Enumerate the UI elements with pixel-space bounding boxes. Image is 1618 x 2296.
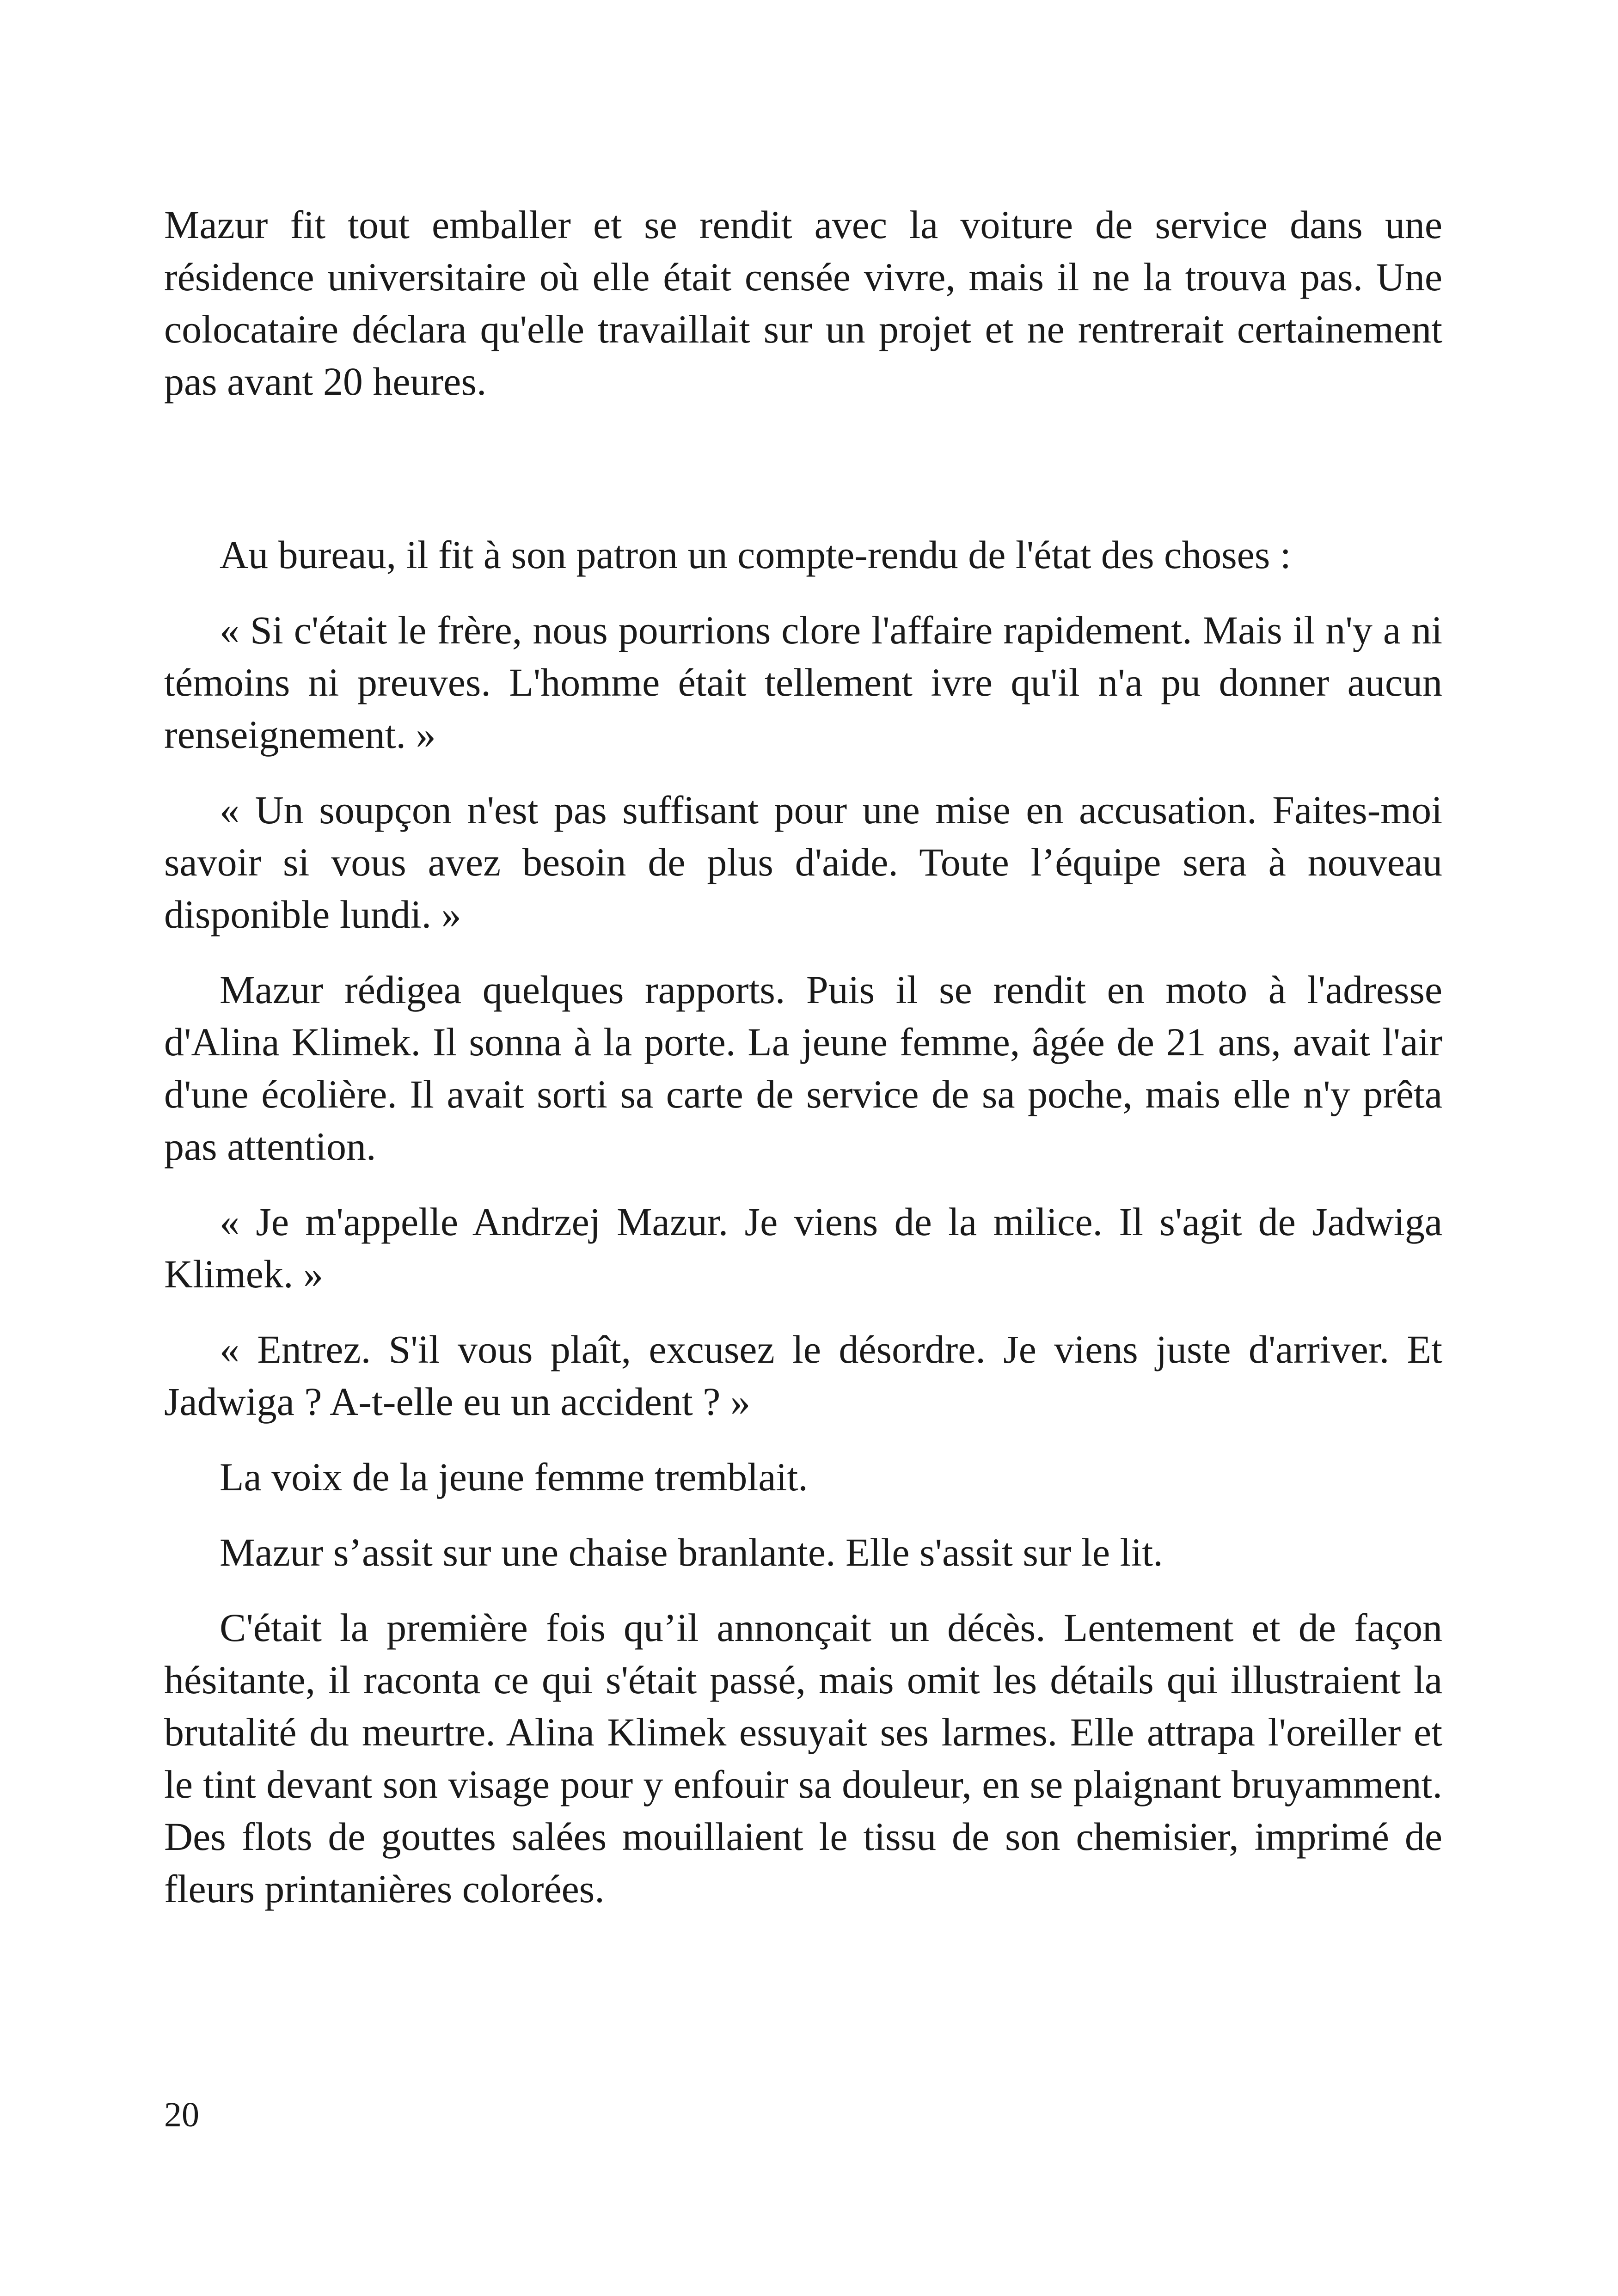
paragraph-1: Mazur fit tout emballer et se rendit avec la voiture de service dans une résidence universitaire où elle était censée vivre, mais il ne la trouva pas. Une colocataire déclara qu'elle travaillait sur un projet et ne rentrerait certainement pas avant 20 heures.: [164, 202, 1442, 404]
page-body: [164, 199, 1442, 1938]
paragraph-9: Mazur s’assit sur une chaise branlante. Elle s'assit sur le lit.: [220, 1530, 1163, 1574]
paragraph-7: « Entrez. S'il vous plaît, excusez le désordre. Je viens juste d'arriver. Et Jadwiga ? A-t-elle eu un accident ? »: [164, 1327, 1442, 1424]
paragraph-8: La voix de la jeune femme tremblait.: [220, 1455, 808, 1499]
paragraph-6: « Je m'appelle Andrzej Mazur. Je viens de la milice. Il s'agit de Jadwiga Klimek. »: [164, 1200, 1442, 1296]
paragraph-10: C'était la première fois qu’il annonçait un décès. Lentement et de façon hésitante, il raconta ce qui s'était passé, mais omit les détails qui illustraient la brutalité du meurtre. Alina Klimek essuyait ses larmes. Elle attrapa l'oreiller et le tint devant son visage pour y enfouir sa douleur, en se plaignant bruyamment. Des flots de gouttes salées mouillaient le tissu de son chemisier, imprimé de fleurs printanières colorées.: [164, 1605, 1442, 1911]
paragraph-3: « Si c'était le frère, nous pourrions clore l'affaire rapidement. Mais il n'y a ni témoins ni preuves. L'homme était tellement ivre qu'il n'a pu donner aucun renseignement. »: [164, 608, 1442, 757]
paragraph-4: « Un soupçon n'est pas suffisant pour une mise en accusation. Faites-moi savoir si vous avez besoin de plus d'aide. Toute l’équipe sera à nouveau disponible lundi. »: [164, 788, 1442, 937]
paragraph-5: Mazur rédigea quelques rapports. Puis il se rendit en moto à l'adresse d'Alina Klimek. Il sonna à la porte. La jeune femme, âgée de 21 ans, avait l'air d'une écolière. Il avait sorti sa carte de service de sa poche, mais elle n'y prêta pas attention.: [164, 967, 1442, 1169]
page-number: 20: [164, 2095, 199, 2134]
paragraph-2: Au bureau, il fit à son patron un compte-rendu de l'état des choses :: [220, 533, 1291, 577]
